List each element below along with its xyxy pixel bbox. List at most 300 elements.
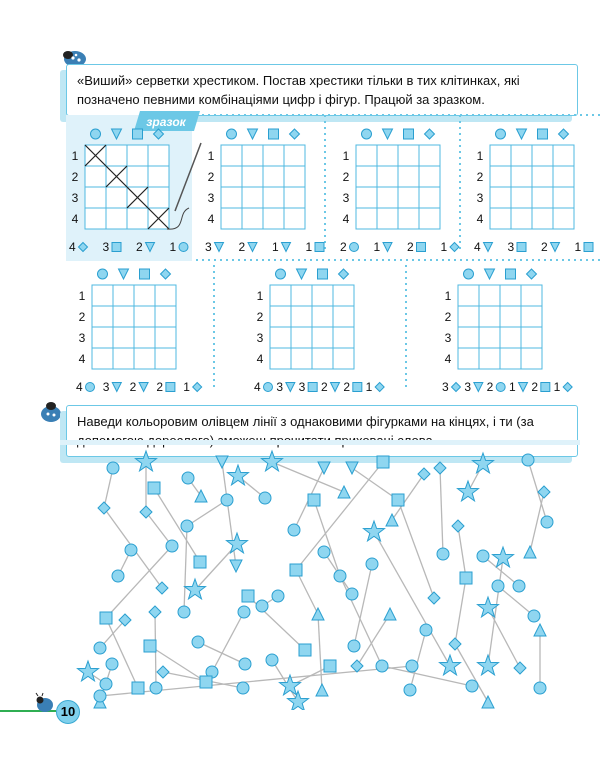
puzzle-circle-shape	[348, 640, 360, 652]
grid-cell	[263, 166, 284, 187]
grid-cell	[242, 145, 263, 166]
puzzle-circle-shape	[346, 588, 358, 600]
puzzle-square-shape	[200, 676, 212, 688]
puzzle-diamond-shape	[156, 582, 168, 594]
header-square-icon	[133, 129, 143, 139]
combo-triangle-icon	[474, 383, 483, 392]
grid-cell	[221, 145, 242, 166]
header-circle-icon	[276, 269, 286, 279]
header-square-icon	[318, 269, 328, 279]
connecting-line	[272, 462, 344, 492]
header-diamond-icon	[339, 269, 349, 279]
puzzle-circle-shape	[366, 558, 378, 570]
header-triangle-icon	[485, 269, 495, 279]
grid-cell	[521, 327, 542, 348]
grid-cell	[333, 285, 354, 306]
row-number: 4	[342, 212, 350, 226]
combo-number: 4	[69, 240, 76, 254]
grid-cell	[511, 166, 532, 187]
puzzle-circle-shape	[420, 624, 432, 636]
puzzle-circle-shape	[166, 540, 178, 552]
puzzle-circle-shape	[238, 606, 250, 618]
combo-square-icon	[112, 243, 121, 252]
puzzle-circle-shape	[150, 682, 162, 694]
connecting-line	[198, 642, 245, 664]
puzzle-circle-shape	[466, 680, 478, 692]
puzzle-circle-shape	[534, 682, 546, 694]
row-number: 2	[342, 170, 350, 184]
header-triangle-icon	[517, 129, 527, 139]
grid-cell	[377, 208, 398, 229]
grid-cell	[221, 166, 242, 187]
grid-cell	[221, 187, 242, 208]
grid-cell	[377, 187, 398, 208]
grid-cell	[270, 306, 291, 327]
combo-circle-icon	[264, 383, 273, 392]
row-number: 3	[256, 331, 264, 345]
grid-cell	[291, 327, 312, 348]
puzzle-star-shape	[262, 451, 283, 471]
puzzle-circle-shape	[181, 520, 193, 532]
combo-number: 1	[440, 240, 448, 254]
grid-cell	[155, 348, 176, 369]
combo-number: 1	[509, 380, 516, 394]
row-number: 4	[444, 352, 452, 366]
grid-cell	[113, 285, 134, 306]
grid-cell	[312, 327, 333, 348]
combo-square-icon	[315, 243, 324, 252]
connecting-line	[488, 608, 520, 668]
combo-square-icon	[417, 243, 426, 252]
grid-cell	[479, 348, 500, 369]
puzzle-triup-shape	[316, 684, 328, 696]
grid-cell	[479, 285, 500, 306]
connecting-line	[458, 526, 466, 578]
grid-cell	[148, 145, 169, 166]
header-square-icon	[140, 269, 150, 279]
puzzle-triangle-shape	[216, 456, 228, 468]
combo-diamond-icon	[193, 383, 202, 392]
combo-triangle-icon	[383, 243, 392, 252]
combo-square-icon	[584, 243, 593, 252]
grid-cell	[284, 166, 305, 187]
puzzle-triup-shape	[384, 608, 396, 620]
puzzle-circle-shape	[376, 660, 388, 672]
puzzle-star-shape	[227, 533, 248, 553]
row-number: 2	[476, 170, 484, 184]
combo-triangle-icon	[248, 243, 257, 252]
grid-cell	[511, 145, 532, 166]
row-number: 3	[207, 191, 215, 205]
header-triangle-icon	[248, 129, 258, 139]
puzzle-circle-shape	[406, 660, 418, 672]
grid-cell	[521, 306, 542, 327]
grid-cell	[356, 145, 377, 166]
puzzle-triup-shape	[482, 696, 494, 708]
puzzle-triangle-shape	[318, 462, 330, 474]
grid-cell	[284, 145, 305, 166]
combo-diamond-icon	[375, 383, 384, 392]
grid-cell	[312, 285, 333, 306]
combo-number: 2	[321, 380, 328, 394]
combo-number: 2	[541, 240, 548, 254]
grid-cell	[134, 306, 155, 327]
combo-triangle-icon	[286, 383, 295, 392]
puzzle-circle-shape	[112, 570, 124, 582]
grid-cell	[521, 348, 542, 369]
grid-cell	[532, 187, 553, 208]
grid-cell	[312, 348, 333, 369]
combo-number: 4	[474, 240, 481, 254]
grid-cell	[419, 208, 440, 229]
combo-number: 3	[298, 380, 306, 394]
grid-cell	[263, 145, 284, 166]
grid-cell	[398, 187, 419, 208]
grid-cell	[106, 187, 127, 208]
grid-cell	[113, 306, 134, 327]
puzzle-diamond-shape	[449, 638, 461, 650]
puzzle-square-shape	[290, 564, 302, 576]
grid-cell	[270, 348, 291, 369]
grid-cell	[490, 187, 511, 208]
grid-cell	[500, 306, 521, 327]
puzzle-square-shape	[132, 682, 144, 694]
grid-cell	[242, 187, 263, 208]
puzzle-diamond-shape	[149, 606, 161, 618]
grid-cell	[356, 187, 377, 208]
header-diamond-icon	[559, 129, 569, 139]
puzzle-circle-shape	[522, 454, 534, 466]
puzzle-square-shape	[194, 556, 206, 568]
grid-cell	[106, 208, 127, 229]
row-number: 2	[71, 170, 79, 184]
row-number: 2	[256, 310, 264, 324]
puzzle-star-shape	[458, 481, 479, 501]
stitch-grid-3	[340, 129, 459, 254]
puzzle-diamond-shape	[452, 520, 464, 532]
combo-triangle-icon	[551, 243, 560, 252]
grid-cell	[458, 348, 479, 369]
header-diamond-icon	[290, 129, 300, 139]
grid-cell	[511, 187, 532, 208]
puzzle-star-shape	[288, 691, 309, 710]
connecting-line	[382, 666, 472, 686]
grid-cell	[85, 187, 106, 208]
header-square-icon	[538, 129, 548, 139]
puzzle-triup-shape	[386, 514, 398, 526]
combo-number: 3	[102, 380, 110, 394]
grid-cell	[127, 145, 148, 166]
grid-cell	[134, 327, 155, 348]
grid-cell	[284, 208, 305, 229]
combo-number: 2	[156, 380, 164, 394]
row-number: 3	[71, 191, 79, 205]
connecting-line	[440, 468, 443, 554]
combo-number: 1	[574, 240, 582, 254]
puzzle-circle-shape	[192, 636, 204, 648]
row-number: 1	[444, 289, 452, 303]
grid-cell	[419, 166, 440, 187]
grid-cell	[490, 145, 511, 166]
puzzle-circle-shape	[239, 658, 251, 670]
puzzle-diamond-shape	[351, 660, 363, 672]
grid-cell	[356, 166, 377, 187]
combo-number: 3	[507, 240, 515, 254]
grid-cell	[85, 208, 106, 229]
connecting-line	[100, 666, 412, 696]
grid-cell	[284, 187, 305, 208]
connecting-line	[187, 500, 227, 526]
page-number: 10	[56, 700, 80, 724]
combo-triangle-icon	[519, 383, 528, 392]
puzzle-square-shape	[324, 660, 336, 672]
grid-cell	[291, 348, 312, 369]
grid-cell	[377, 145, 398, 166]
combo-circle-icon	[350, 243, 359, 252]
puzzle-circle-shape	[107, 462, 119, 474]
grid-cell	[221, 208, 242, 229]
task1-instruction: «Виший» серветки хрестиком. Постав хрестики тільки в тих клітинках, які позначено певними комбінаціями цифр і фігур. Працюй за зразком.	[77, 73, 520, 107]
puzzle-circle-shape	[94, 690, 106, 702]
combo-number: 3	[464, 380, 472, 394]
grid-cell	[458, 285, 479, 306]
grid-cell	[553, 145, 574, 166]
puzzle-circle-shape	[528, 610, 540, 622]
grid-cell	[419, 187, 440, 208]
grid-cell	[490, 208, 511, 229]
combo-number: 2	[531, 380, 539, 394]
puzzle-diamond-shape	[140, 506, 152, 518]
combo-square-icon	[308, 383, 317, 392]
header-triangle-icon	[383, 129, 393, 139]
puzzle-circle-shape	[404, 684, 416, 696]
ladybug-icon	[34, 692, 56, 714]
combo-number: 1	[553, 380, 561, 394]
header-diamond-icon	[161, 269, 171, 279]
grid-cell	[92, 285, 113, 306]
header-triangle-icon	[297, 269, 307, 279]
puzzle-circle-shape	[513, 580, 525, 592]
row-number: 1	[71, 149, 79, 163]
combo-square-icon	[166, 383, 175, 392]
puzzle-shapes	[78, 451, 554, 710]
grid-cell	[398, 166, 419, 187]
combo-number: 2	[486, 380, 494, 394]
combo-triangle-icon	[484, 243, 493, 252]
grid-cell	[134, 348, 155, 369]
puzzle-diamond-shape	[434, 462, 446, 474]
grid-cell	[553, 208, 574, 229]
combo-number: 3	[442, 380, 449, 394]
grid-cell	[127, 166, 148, 187]
header-circle-icon	[362, 129, 372, 139]
grid-cell	[312, 306, 333, 327]
grid-cell	[532, 145, 553, 166]
combo-number: 2	[407, 240, 414, 254]
combo-number: 1	[272, 240, 279, 254]
combo-number: 2	[343, 380, 351, 394]
grid-cell	[377, 166, 398, 187]
header-square-icon	[506, 269, 516, 279]
combo-number: 2	[136, 240, 143, 254]
stitch-grid-2	[205, 129, 324, 254]
combo-triangle-icon	[331, 383, 340, 392]
combo-triangle-icon	[282, 243, 291, 252]
grid-cell	[532, 166, 553, 187]
puzzle-square-shape	[392, 494, 404, 506]
puzzle-triangle-shape	[230, 560, 242, 572]
connecting-line	[106, 618, 138, 688]
puzzle-diamond-shape	[157, 666, 169, 678]
puzzle-star-shape	[78, 661, 99, 681]
grid-cell	[134, 285, 155, 306]
combo-square-icon	[541, 383, 550, 392]
task2-instruction: Наведи кольоровим олівцем лінії з однаковими фігурками на кінцях, і ти (за	[77, 414, 534, 429]
combo-circle-icon	[496, 383, 505, 392]
grid-cell	[333, 327, 354, 348]
combo-triangle-icon	[112, 383, 121, 392]
puzzle-square-shape	[299, 644, 311, 656]
grid-cell	[291, 285, 312, 306]
grid-cell	[500, 285, 521, 306]
puzzle-diamond-shape	[514, 662, 526, 674]
puzzle-diamond-shape	[538, 486, 550, 498]
connecting-line	[340, 576, 382, 666]
combo-number: 4	[76, 380, 83, 394]
grid-cell	[148, 187, 169, 208]
grid-cell	[479, 327, 500, 348]
stitch-grid-5	[76, 269, 202, 394]
puzzle-triup-shape	[312, 608, 324, 620]
puzzle-square-shape	[242, 590, 254, 602]
row-number: 4	[476, 212, 484, 226]
grid-cell	[500, 327, 521, 348]
grid-cell	[398, 145, 419, 166]
grid-cell	[490, 166, 511, 187]
combo-number: 1	[373, 240, 381, 254]
puzzle-circle-shape	[94, 642, 106, 654]
grid-cell	[553, 187, 574, 208]
connecting-line	[455, 578, 466, 644]
puzzle-circle-shape	[437, 548, 449, 560]
puzzle-circle-shape	[259, 492, 271, 504]
combo-number: 1	[169, 240, 177, 254]
puzzle-square-shape	[144, 640, 156, 652]
row-number: 3	[342, 191, 350, 205]
ladybug-icon	[38, 400, 64, 424]
combo-triangle-icon	[215, 243, 224, 252]
row-number: 2	[444, 310, 452, 324]
combo-number: 3	[276, 380, 284, 394]
row-number: 1	[207, 149, 215, 163]
grid-cell	[155, 306, 176, 327]
header-triangle-icon	[119, 269, 129, 279]
combo-square-icon	[353, 383, 362, 392]
puzzle-square-shape	[100, 612, 112, 624]
puzzle-square-shape	[308, 494, 320, 506]
combo-circle-icon	[179, 243, 188, 252]
combo-number: 2	[238, 240, 246, 254]
grid-cell	[85, 166, 106, 187]
row-number: 3	[444, 331, 452, 345]
puzzle-circle-shape	[288, 524, 300, 536]
puzzle-triup-shape	[338, 486, 350, 498]
puzzle-square-shape	[377, 456, 389, 468]
puzzle-diamond-shape	[98, 502, 110, 514]
grid-cell	[127, 208, 148, 229]
grid-cell	[242, 166, 263, 187]
grid-cell	[291, 306, 312, 327]
grid-cell	[92, 306, 113, 327]
row-number: 4	[207, 212, 215, 226]
header-square-icon	[269, 129, 279, 139]
connecting-line	[314, 500, 340, 576]
puzzle-circle-shape	[125, 544, 137, 556]
grid-cell	[106, 145, 127, 166]
grid-cell	[511, 208, 532, 229]
connecting-line	[150, 646, 206, 682]
row-number: 4	[78, 352, 86, 366]
row-number: 3	[78, 331, 86, 345]
header-circle-icon	[464, 269, 474, 279]
puzzle-circle-shape	[272, 590, 284, 602]
puzzle-circle-shape	[334, 570, 346, 582]
puzzle-circle-shape	[100, 678, 112, 690]
grid-cell	[155, 285, 176, 306]
grid-cell	[92, 327, 113, 348]
row-number: 1	[256, 289, 264, 303]
grid-cell	[333, 348, 354, 369]
puzzle-triangle-shape	[346, 462, 358, 474]
puzzle-diamond-shape	[428, 592, 440, 604]
puzzle-circle-shape	[318, 546, 330, 558]
puzzle-circle-shape	[266, 654, 278, 666]
header-circle-icon	[91, 129, 101, 139]
header-circle-icon	[496, 129, 506, 139]
connecting-line	[318, 614, 322, 690]
puzzle-top-band	[60, 440, 580, 445]
grid-cell	[113, 348, 134, 369]
row-number: 2	[78, 310, 86, 324]
grid-cell	[356, 208, 377, 229]
grid-cell	[270, 327, 291, 348]
grid-cell	[270, 285, 291, 306]
puzzle-star-shape	[473, 453, 494, 473]
puzzle-circle-shape	[178, 606, 190, 618]
puzzle-circle-shape	[477, 550, 489, 562]
header-diamond-icon	[527, 269, 537, 279]
puzzle-circle-shape	[221, 494, 233, 506]
grid-cell	[333, 306, 354, 327]
row-number: 1	[476, 149, 484, 163]
puzzle-star-shape	[440, 655, 461, 675]
connecting-line	[296, 570, 318, 614]
grid-cell	[479, 306, 500, 327]
puzzle-circle-shape	[256, 600, 268, 612]
grid-cell	[242, 208, 263, 229]
connecting-line	[296, 462, 383, 570]
combo-number: 3	[205, 240, 212, 254]
combo-number: 1	[183, 380, 190, 394]
header-circle-icon	[227, 129, 237, 139]
puzzle-circle-shape	[182, 472, 194, 484]
row-number: 1	[342, 149, 350, 163]
row-number: 3	[476, 191, 484, 205]
row-number: 4	[71, 212, 79, 226]
puzzle-star-shape	[364, 521, 385, 541]
row-number: 1	[78, 289, 86, 303]
grid-cell	[458, 306, 479, 327]
